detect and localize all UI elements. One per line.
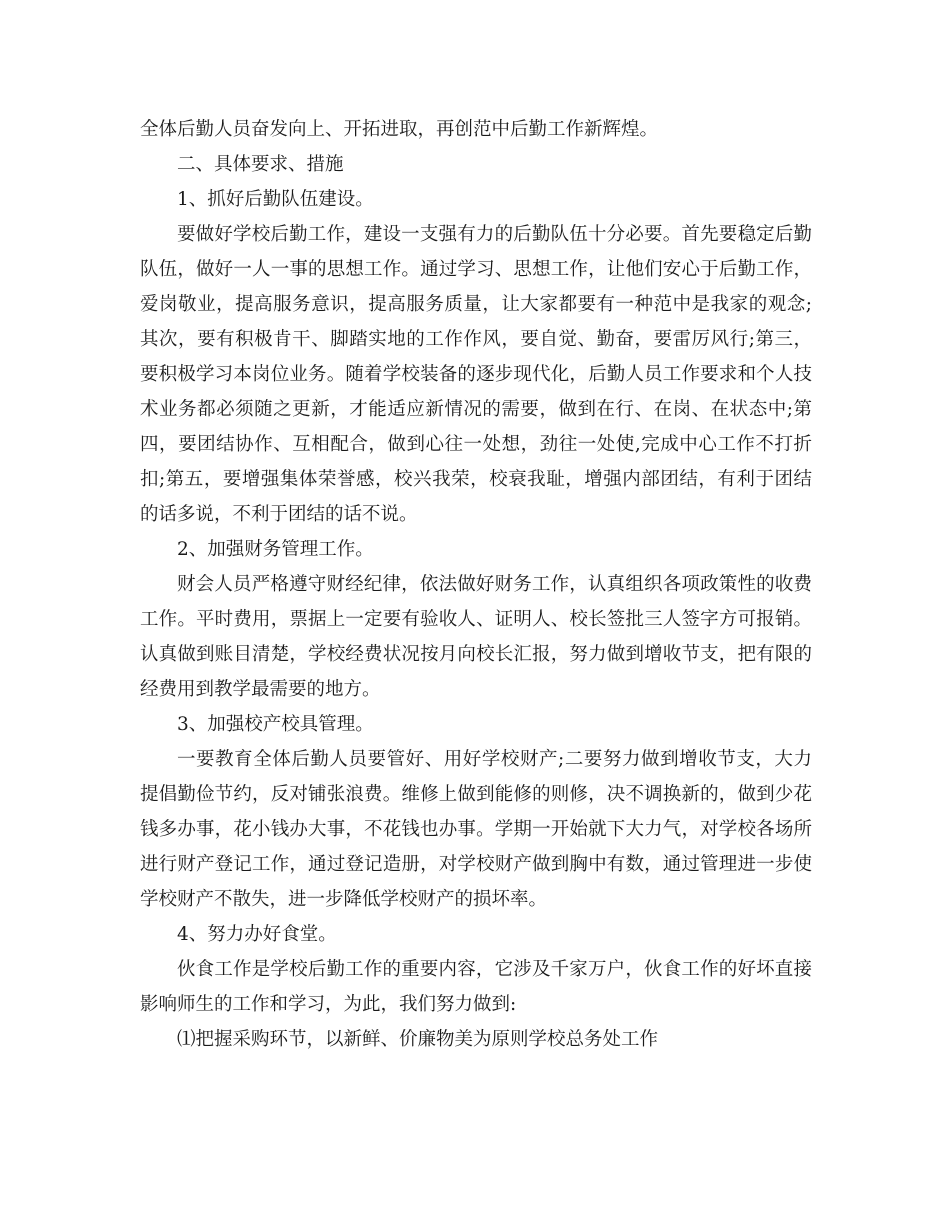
subheading-assets: 3、加强校产校具管理。 — [177, 714, 374, 735]
subheading-finance: 2、加强财务管理工作。 — [177, 539, 374, 560]
paragraph-team-building: 要做好学校后勤工作，建设一支强有力的后勤队伍十分必要。首先要稳定后勤队伍，做好一人一事的思想工作。通过学习、思想工作，让他们安心于后勤工作，爱岗敬业，提高服务意识，提高服务质量，让大家都要有一种范中是我家的观念;其次，要有积极肯干、脚踏实地的工作作风，要自觉、勤奋，要雷厉风行;第三，要积极学习本岗位业务。随着学校装备的逐步现代化，后勤人员工作要求和个人技术业务都必须随之更新，才能适应新情况的需要，做到在行、在岗、在状态中;第四，要团结协作、互相配合，做到心往一处想，劲往一处使,完成中心工作不打折扣;第五，要增强集体荣誉感，校兴我荣，校衰我耻，增强内部团结，有利于团结的话多说，不利于团结的话不说。 — [140, 224, 812, 525]
paragraph-assets: 一要教育全体后勤人员要管好、用好学校财产;二要努力做到增收节支，大力提倡勤俭节约，反对铺张浪费。维修上做到能修的则修，决不调换新的，做到少花钱多办事，花小钱办大事，不花钱也办事。学期一开始就下大力气，对学校各场所进行财产登记工作，通过登记造册，对学校财产做到胸中有数，通过管理进一步使学校财产不散失，进一步降低学校财产的损坏率。 — [140, 749, 812, 910]
paragraph-intro-continuation: 全体后勤人员奋发向上、开拓进取，再创范中后勤工作新辉煌。 — [140, 119, 659, 140]
section-heading-requirements: 二、具体要求、措施 — [177, 154, 344, 175]
subheading-canteen: 4、努力办好食堂。 — [177, 924, 337, 945]
paragraph-finance: 财会人员严格遵守财经纪律，依法做好财务工作，认真组织各项政策性的收费工作。平时费用，票据上一定要有验收人、证明人、校长签批三人签字方可报销。认真做到账目清楚，学校经费状况按月向校长汇报，努力做到增收节支，把有限的经费用到教学最需要的地方。 — [140, 574, 812, 700]
list-item-purchasing: ⑴把握采购环节，以新鲜、价廉物美为原则学校总务处工作 — [177, 1029, 659, 1050]
paragraph-canteen: 伙食工作是学校后勤工作的重要内容，它涉及千家万户，伙食工作的好坏直接影响师生的工作和学习，为此，我们努力做到: — [140, 959, 812, 1015]
subheading-team-building: 1、抓好后勤队伍建设。 — [177, 189, 374, 210]
document-body — [140, 112, 812, 1057]
